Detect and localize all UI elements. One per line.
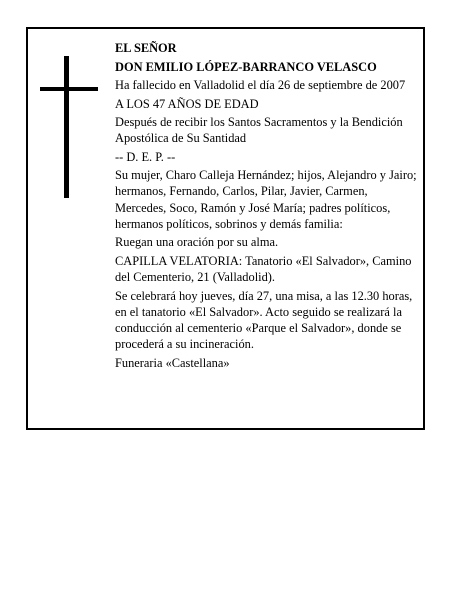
deceased-name: DON EMILIO LÓPEZ-BARRANCO VELASCO xyxy=(115,59,377,74)
mass: Se celebrará hoy jueves, día 27, una misa, a las 12.30 horas, en el tanatorio «El Salvador». Acto seguido se realizará la conducción al cementerio «Parque el Salvador», donde se procederá a su incineración. xyxy=(115,288,413,352)
notice-text xyxy=(115,40,421,373)
cross-horizontal-bar xyxy=(40,87,98,91)
family: Su mujer, Charo Calleja Hernández; hijos, Alejandro y Jairo; hermanos, Fernando, Carlos, Pilar, Javier, Carmen, Mercedes, Soco, Ramón y José María; padres políticos, hermanos políticos, sobrinos y demás familia: xyxy=(115,168,417,231)
sacraments: Después de recibir los Santos Sacramentos y la Bendición Apostólica de Su Santidad xyxy=(115,115,403,146)
cross-icon xyxy=(40,56,98,198)
rip: -- D. E. P. -- xyxy=(115,149,176,164)
obituary-notice xyxy=(26,27,425,430)
chapel: CAPILLA VELATORIA: Tanatorio «El Salvador», Camino del Cementerio, 21 (Valladolid). xyxy=(115,253,412,285)
title-line-1: EL SEÑOR xyxy=(115,41,177,55)
cross-vertical-bar xyxy=(64,56,69,198)
funeral-home: Funeraria «Castellana» xyxy=(115,355,230,370)
prayer-request: Ruegan una oración por su alma. xyxy=(115,235,279,250)
death-info: Ha fallecido en Valladolid el día 26 de septiembre de 2007 xyxy=(115,78,406,92)
age: A LOS 47 AÑOS DE EDAD xyxy=(115,96,259,111)
